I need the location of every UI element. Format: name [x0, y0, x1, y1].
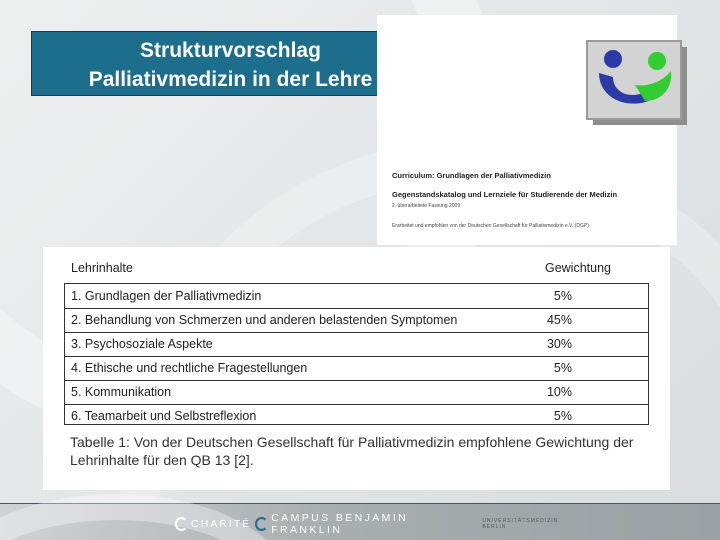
- footer-bar: [0, 503, 720, 540]
- table-row: [65, 332, 648, 357]
- dgp-logo-icon: [583, 37, 687, 125]
- row-value: 5%: [553, 289, 572, 303]
- campus-wordmark: CAMPUS BENJAMIN FRANKLIN: [271, 512, 409, 536]
- row-value: 5%: [553, 361, 572, 375]
- table-row: [65, 284, 648, 309]
- row-value: 45%: [546, 313, 572, 327]
- document-credit: Erarbeitet und empfohlen von der Deutschen Gesellschaft für Palliativmedizin e.V. (DGP): [392, 223, 589, 229]
- row-label: 6. Teamarbeit und Selbstreflexion: [71, 409, 257, 423]
- table-row: [65, 380, 648, 405]
- header-lehrinhalte: Lehrinhalte: [71, 261, 133, 275]
- row-value: 5%: [553, 409, 572, 423]
- title-line-1: Strukturvorschlag: [140, 39, 321, 62]
- table-caption: Tabelle 1: Von der Deutschen Gesellschaft für Palliativmedizin empfohlene Gewichtung der Lehrinhalte für den QB 13 [2].: [70, 434, 634, 468]
- table-row: [65, 404, 648, 428]
- table-body: [64, 283, 649, 425]
- document-heading: Curriculum: Grundlagen der Palliativmedizin: [392, 171, 551, 180]
- table-header: [71, 261, 611, 277]
- slide-title: [31, 31, 430, 96]
- table-row: [65, 308, 648, 333]
- curriculum-document-cover: [377, 15, 677, 245]
- table-row: [65, 356, 648, 381]
- row-label: 3. Psychosoziale Aspekte: [71, 337, 213, 351]
- row-label: 2. Behandlung von Schmerzen und anderen belastenden Symptomen: [71, 313, 458, 327]
- title-line-2: Palliativmedizin in der Lehre: [88, 68, 373, 91]
- charite-c-icon: [175, 517, 188, 531]
- row-label: 4. Ethische und rechtliche Fragestellungen: [71, 361, 308, 375]
- row-value: 10%: [546, 385, 572, 399]
- charite-wordmark: CHARITÉ: [191, 518, 252, 530]
- row-label: 5. Kommunikation: [71, 385, 172, 399]
- row-value: 30%: [546, 337, 572, 351]
- document-subheading: Gegenstandskatalog und Lernziele für Studierende der Medizin: [392, 190, 618, 199]
- header-gewichtung: Gewichtung: [544, 261, 611, 275]
- charite-logo: [175, 512, 575, 536]
- university-wordmark: UNIVERSITÄTSMEDIZIN BERLIN: [482, 518, 559, 530]
- campus-c-icon: [255, 517, 268, 531]
- weighting-table-card: [43, 247, 670, 490]
- document-edition: 2. überarbeitete Fassung 2009: [392, 203, 461, 209]
- row-label: 1. Grundlagen der Palliativmedizin: [71, 289, 262, 303]
